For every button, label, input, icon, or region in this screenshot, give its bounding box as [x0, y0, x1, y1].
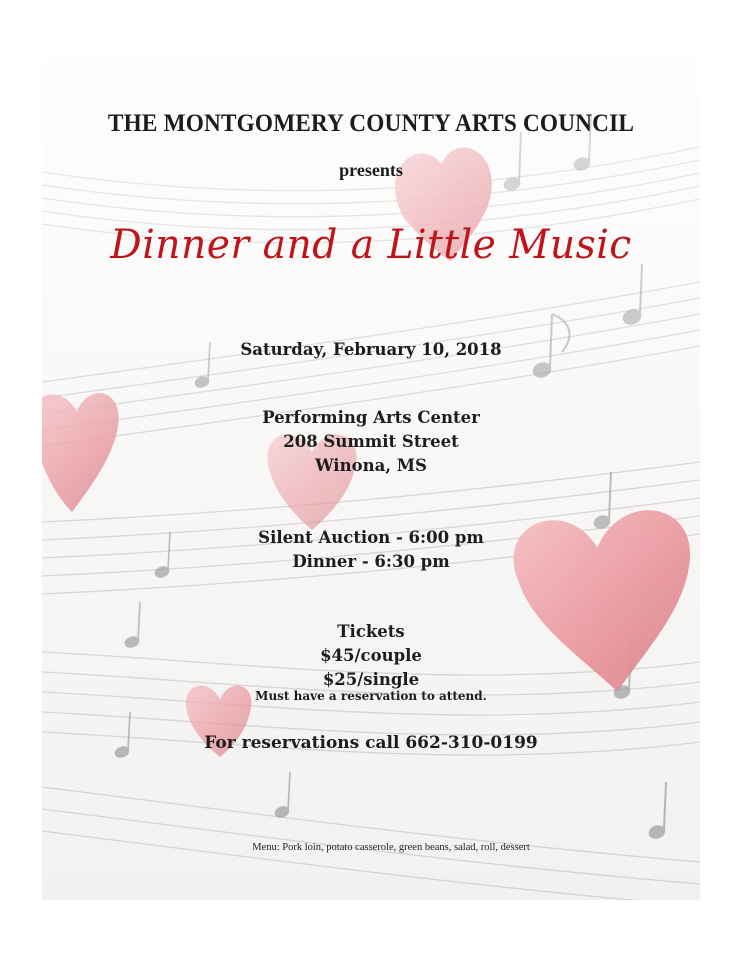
- reservation-note: Must have a reservation to attend.: [255, 689, 487, 703]
- venue-city: Winona, MS: [315, 456, 427, 475]
- ticket-price-couple: $45/couple: [320, 646, 422, 665]
- presents-label: presents: [339, 160, 403, 180]
- tickets-heading: Tickets: [337, 622, 405, 641]
- event-flyer: [42, 52, 700, 900]
- flyer-text: [42, 52, 700, 900]
- organization-name: THE MONTGOMERY COUNTY ARTS COUNCIL: [107, 110, 635, 137]
- event-title: Dinner and a Little Music: [110, 222, 632, 268]
- event-date: Saturday, February 10, 2018: [240, 340, 502, 359]
- venue-street: 208 Summit Street: [283, 432, 459, 451]
- auction-time: Silent Auction - 6:00 pm: [258, 528, 484, 547]
- dinner-time: Dinner - 6:30 pm: [292, 552, 450, 571]
- ticket-price-single: $25/single: [322, 670, 420, 689]
- reservation-phone: For reservations call 662-310-0199: [204, 733, 538, 753]
- menu-line: Menu: Pork loin, potato casserole, green beans, salad, roll, dessert: [252, 842, 530, 853]
- venue-name: Performing Arts Center: [262, 408, 480, 427]
